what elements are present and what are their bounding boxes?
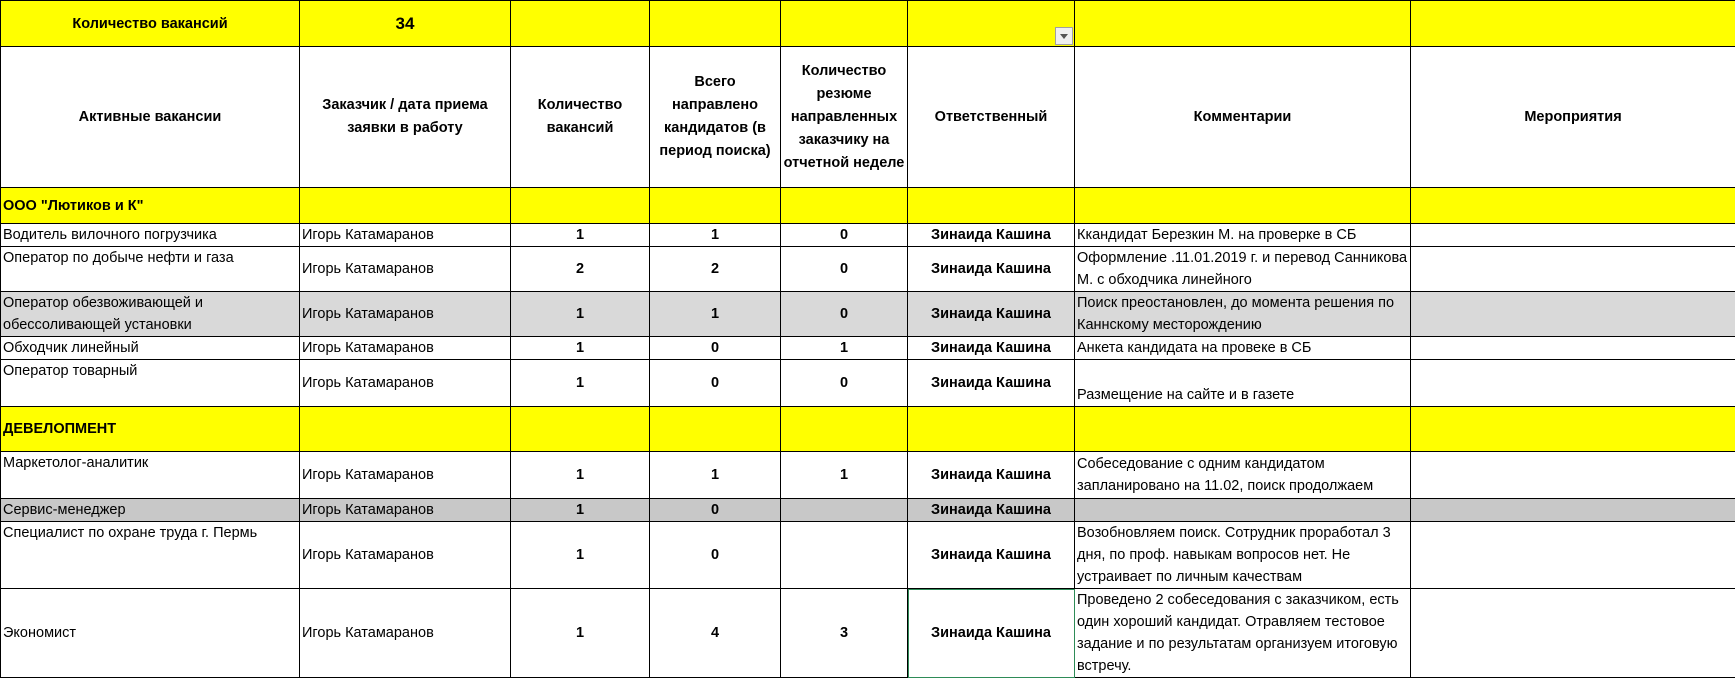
sent-cell[interactable]: 0 [650, 360, 781, 407]
table-row [1, 247, 1735, 292]
summary-label[interactable]: Количество вакансий [1, 1, 300, 47]
comment-cell[interactable]: Анкета кандидата на провеке в СБ [1075, 337, 1411, 360]
vacancy-cell[interactable]: Оператор по добыче нефти и газа [1, 247, 300, 292]
cell[interactable] [908, 407, 1075, 452]
sent-cell[interactable]: 0 [650, 522, 781, 589]
responsible-cell[interactable]: Зинаида Кашина [908, 589, 1075, 678]
group-row [1, 407, 1735, 452]
vacancy-cell[interactable]: Маркетолог-аналитик [1, 452, 300, 499]
table-row [1, 452, 1735, 499]
comment-cell[interactable]: Собеседование с одним кандидатом запланировано на 11.02, поиск продолжаем [1075, 452, 1411, 499]
responsible-cell[interactable]: Зинаида Кашина [908, 452, 1075, 499]
events-cell[interactable] [1411, 589, 1735, 678]
cell[interactable] [511, 1, 650, 47]
count-cell[interactable]: 1 [511, 452, 650, 499]
events-cell[interactable] [1411, 337, 1735, 360]
table-row [1, 499, 1735, 522]
customer-cell[interactable]: Игорь Катамаранов [300, 499, 511, 522]
cell[interactable] [1075, 407, 1411, 452]
responsible-cell[interactable]: Зинаида Кашина [908, 292, 1075, 337]
cell[interactable] [1411, 407, 1735, 452]
cell[interactable] [781, 1, 908, 47]
events-cell[interactable] [1411, 247, 1735, 292]
resumes-cell[interactable]: 0 [781, 224, 908, 247]
responsible-cell[interactable]: Зинаида Кашина [908, 522, 1075, 589]
vacancy-cell[interactable]: Сервис-менеджер [1, 499, 300, 522]
responsible-cell[interactable]: Зинаида Кашина [908, 247, 1075, 292]
comment-cell[interactable]: Ккандидат Березкин М. на проверке в СБ [1075, 224, 1411, 247]
vacancy-cell[interactable]: Оператор обезвоживающей и обессоливающей установки [1, 292, 300, 337]
cell[interactable] [300, 407, 511, 452]
count-cell[interactable]: 2 [511, 247, 650, 292]
group-name[interactable]: ДЕВЕЛОПМЕНТ [1, 407, 300, 452]
events-cell[interactable] [1411, 522, 1735, 589]
cell[interactable] [1411, 188, 1735, 224]
resumes-cell[interactable]: 1 [781, 337, 908, 360]
events-cell[interactable] [1411, 499, 1735, 522]
cell[interactable] [908, 188, 1075, 224]
customer-cell[interactable]: Игорь Катамаранов [300, 224, 511, 247]
table-row [1, 337, 1735, 360]
comment-cell[interactable]: Размещение на сайте и в газете [1075, 360, 1411, 407]
count-cell[interactable]: 1 [511, 337, 650, 360]
events-cell[interactable] [1411, 452, 1735, 499]
comment-cell[interactable]: Поиск преостановлен, до момента решения по Каннскому месторождению [1075, 292, 1411, 337]
table-row [1, 589, 1735, 678]
customer-cell[interactable]: Игорь Катамаранов [300, 452, 511, 499]
responsible-cell[interactable]: Зинаида Кашина [908, 499, 1075, 522]
header-customer[interactable]: Заказчик / дата приема заявки в работу [300, 47, 511, 188]
header-count[interactable]: Количество вакансий [511, 47, 650, 188]
sent-cell[interactable]: 0 [650, 337, 781, 360]
cell[interactable] [511, 188, 650, 224]
resumes-cell[interactable]: 0 [781, 292, 908, 337]
resumes-cell[interactable]: 3 [781, 589, 908, 678]
header-row [1, 47, 1735, 188]
chevron-down-icon [1060, 34, 1068, 39]
table-row [1, 224, 1735, 247]
count-cell[interactable]: 1 [511, 360, 650, 407]
vacancy-cell[interactable]: Специалист по охране труда г. Пермь [1, 522, 300, 589]
resumes-cell[interactable] [781, 499, 908, 522]
vacancy-cell[interactable]: Водитель вилочного погрузчика [1, 224, 300, 247]
responsible-cell[interactable]: Зинаида Кашина [908, 360, 1075, 407]
cell[interactable] [300, 188, 511, 224]
customer-cell[interactable]: Игорь Катамаранов [300, 337, 511, 360]
resumes-cell[interactable] [781, 522, 908, 589]
table-row [1, 292, 1735, 337]
sent-cell[interactable]: 2 [650, 247, 781, 292]
responsible-cell[interactable]: Зинаида Кашина [908, 224, 1075, 247]
cell[interactable] [1075, 1, 1411, 47]
table-row [1, 522, 1735, 589]
vacancy-cell[interactable]: Экономист [1, 589, 300, 678]
responsible-cell[interactable]: Зинаида Кашина [908, 337, 1075, 360]
comment-cell[interactable] [1075, 499, 1411, 522]
summary-row [1, 1, 1735, 47]
group-row [1, 188, 1735, 224]
header-responsible[interactable]: Ответственный [908, 47, 1075, 188]
count-cell[interactable]: 1 [511, 292, 650, 337]
summary-value[interactable]: 34 [300, 1, 511, 47]
cell[interactable] [1075, 188, 1411, 224]
comment-cell[interactable]: Проведено 2 собеседования с заказчиком, есть один хороший кандидат. Отравляем тестовое задание и по результатам организуем итоговую встречу. [1075, 589, 1411, 678]
header-sent[interactable]: Всего направлено кандидатов (в период поиска) [650, 47, 781, 188]
header-events[interactable]: Мероприятия [1411, 47, 1735, 188]
vacancy-cell[interactable]: Оператор товарный [1, 360, 300, 407]
customer-cell[interactable]: Игорь Катамаранов [300, 360, 511, 407]
events-cell[interactable] [1411, 292, 1735, 337]
header-comments[interactable]: Комментарии [1075, 47, 1411, 188]
events-cell[interactable] [1411, 360, 1735, 407]
vacancy-cell[interactable]: Обходчик линейный [1, 337, 300, 360]
cell[interactable] [650, 407, 781, 452]
comment-cell[interactable]: Оформление .11.01.2019 г. и перевод Санникова М. с обходчика линейного [1075, 247, 1411, 292]
count-cell[interactable]: 1 [511, 589, 650, 678]
resumes-cell[interactable]: 1 [781, 452, 908, 499]
count-cell[interactable]: 1 [511, 499, 650, 522]
sent-cell[interactable]: 1 [650, 452, 781, 499]
cell[interactable] [650, 188, 781, 224]
customer-cell[interactable]: Игорь Катамаранов [300, 292, 511, 337]
sent-cell[interactable]: 4 [650, 589, 781, 678]
customer-cell[interactable]: Игорь Катамаранов [300, 522, 511, 589]
group-name[interactable]: ООО "Лютиков и К" [1, 188, 300, 224]
count-cell[interactable]: 1 [511, 522, 650, 589]
sent-cell[interactable]: 0 [650, 499, 781, 522]
comment-cell[interactable]: Возобновляем поиск. Сотрудник проработал 3 дня, по проф. навыкам вопросов нет. Не устраивает по личным качествам [1075, 522, 1411, 589]
header-vacancy[interactable]: Активные вакансии [1, 47, 300, 188]
filter-dropdown-button[interactable] [1055, 27, 1073, 45]
resumes-cell[interactable]: 0 [781, 360, 908, 407]
cell[interactable] [650, 1, 781, 47]
cell[interactable] [781, 188, 908, 224]
resumes-cell[interactable]: 0 [781, 247, 908, 292]
customer-cell[interactable]: Игорь Катамаранов [300, 589, 511, 678]
events-cell[interactable] [1411, 224, 1735, 247]
header-resumes[interactable]: Количество резюме направленных заказчику на отчетной неделе [781, 47, 908, 188]
cell[interactable] [781, 407, 908, 452]
count-cell[interactable]: 1 [511, 224, 650, 247]
sent-cell[interactable]: 1 [650, 224, 781, 247]
customer-cell[interactable]: Игорь Катамаранов [300, 247, 511, 292]
cell[interactable] [511, 407, 650, 452]
table-row [1, 360, 1735, 407]
cell[interactable] [1411, 1, 1735, 47]
sent-cell[interactable]: 1 [650, 292, 781, 337]
cell[interactable] [908, 1, 1075, 47]
